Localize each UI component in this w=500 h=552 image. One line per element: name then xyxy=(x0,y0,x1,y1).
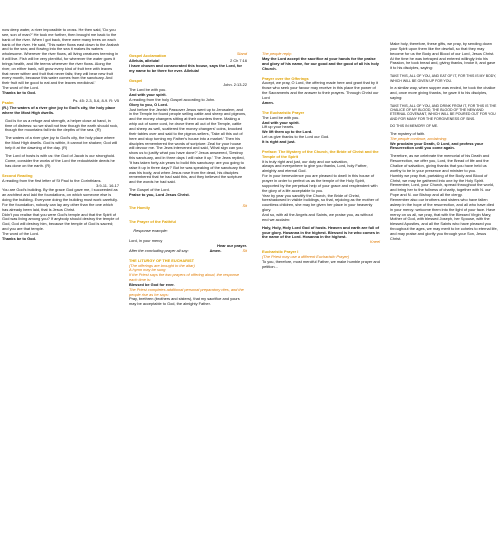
dialogue-r1: And with your spirit. xyxy=(262,119,300,125)
gospel-conclusion: The Gospel of the Lord. xyxy=(129,187,170,193)
epiclesis-text: Make holy, therefore, these gifts, we pray, by sending down your Spirit upon them like the dewfall, so that they may become for us the Body and Blood of our Lord, Jesus Christ. At the time he was betrayed and entered willingly into his Passion, he took bread and, giving thanks, broke it, and gave it to his disciples, saying: xyxy=(390,41,496,71)
psalm-verse: The Lord of hosts is with us: the God of Jacob is our stronghold. Come, consider the works of the Lord the redoubtable deeds he has done on the earth. (R) xyxy=(5,153,117,168)
homily-heading: The Homily xyxy=(129,205,150,211)
gospel-greeting-response: And with your spirit. xyxy=(129,92,167,98)
psalm-heading: Psalm xyxy=(2,100,14,105)
gospel-reference: John. 2:13-22 xyxy=(223,82,247,88)
offering-prayers-rubric: If the Priest says the two prayers of offering aloud, the response each time is: xyxy=(129,272,241,283)
preface-text: It is truly right and just, our duty and our salvation, always and everywhere to give you thanks, Lord, holy Father, almighty and eternal God. For in your benevolence you are pleased to dwell in this house of prayer in order to perfect us as the temple of the Holy Spirit, supported by the perpetual help of your grace and resplendent with the glory of a life acceptable to you. Year by year you sanctify the Church, the Bride of Christ, foreshadowed in visible buildings, so that, rejoicing as the mother of countless children, she may be given her place in your heavenly glory. And so, with all the Angels and Saints, we praise you, as without end we acclaim: xyxy=(262,158,379,222)
anamnesis-text: Therefore, as we celebrate the memorial of his Death and Resurrection, we offer you, Lord, the Bread of life and the Chalice of salvation, giving thanks that you have held us worthy to be in your presence and minister to you. Humbly we pray that, partaking of the Body and Blood of Christ, we may be gathered into one by the Holy Spirit. Remember, Lord, your Church, spread throughout the world, and bring her to the fullness of charity, together with N. our Pope and N. our Bishop and all the clergy. Remember also our brothers and sisters who have fallen asleep in the hope of the resurrection, and all who have died in your mercy: welcome them into the light of your face. Have mercy on us all, we pray, that with the Blessed Virgin Mary, Mother of God, with blessed Joseph, her Spouse, with the blessed Apostles, and all the Saints who have pleased you throughout the ages, we may merit to be coheirs to eternal life, and may praise and glorify you through your Son, Jesus Christ. xyxy=(390,153,498,241)
homily-header xyxy=(129,204,247,211)
memorial-acclamation: We proclaim your Death, O Lord, and profess your Resurrection until you come again. xyxy=(390,140,485,151)
sit-rubric-2: Sit xyxy=(242,247,247,253)
column-3 xyxy=(262,52,380,552)
eucharistic-prayer-rubric: (The Priest may use a different Eucharistic Prayer) xyxy=(262,254,350,260)
consecration-bread: TAKE THIS, ALL OF YOU, AND EAT OF IT, FOR THIS IS MY BODY, WHICH WILL BE GIVEN UP FOR YOU. xyxy=(390,74,498,83)
gospel-intro: A reading from the holy Gospel according to John. xyxy=(129,96,216,102)
second-reading-response: Thanks be to God. xyxy=(2,235,36,241)
gospel-intro-response: Glory to you, O Lord. xyxy=(129,101,168,107)
second-reading-conclusion: The word of the Lord. xyxy=(2,231,39,236)
eucharist-heading: THE LITURGY OF THE EUCHARIST xyxy=(129,257,194,263)
gospel-greeting: The Lord be with you. xyxy=(129,87,167,93)
psalm-verse: God is for us a refuge and strength, a helper close at hand, in time of distress: so we shall not fear though the earth should rock, though the mountains fall into the depths of the sea. (R) xyxy=(5,117,120,133)
response-example-label: Response example: xyxy=(133,228,168,234)
dialogue-v3: Let us give thanks to the Lord our God. xyxy=(262,134,330,140)
prayer-petition: Lord, in your mercy xyxy=(129,237,163,243)
offerings-amen: Amen. xyxy=(262,99,274,105)
gospel-text: Just before the Jewish Passover Jesus went up to Jerusalem, and in the Temple he found people selling cattle and sheep and pigeons, and the money changers sitting at their counters there. Making a whip out of some cord, he drove them all out of the Temple, cattle and sheep as well, scattered the money changers' coins, knocked their tables over and said to the pigeon-sellers, 'Take all this out of here and stop turning my Father's house into a market.' Then his disciples remembered the words of scripture: Zeal for your house will devour me. The Jews intervened and said, 'What sign can you show us to justify what you have done?' Jesus answered, 'Destroy this sanctuary, and in three days I will raise it up.' The Jews replied, 'It has taken forty-six years to build this sanctuary: are you going to raise it up in three days?' But he was speaking of the sanctuary that was his body, and when Jesus rose from the dead, his disciples remembered that he had said this, and they believed the scripture and the words he had said. xyxy=(129,106,248,185)
people-reply: May the Lord accept the sacrifice at your hands for the praise and glory of his name, for our good and the good of all his holy Church. xyxy=(262,55,381,71)
acclamation-rubric: The people continue, acclaiming: xyxy=(390,135,447,141)
psalm-reference: Ps. 45: 2-3, 5-6, 8-9. R: V5 xyxy=(72,98,119,103)
pray-brethren: Pray, brethren (brothers and sisters), that my sacrifice and yours may be acceptable to God, the almighty Father. xyxy=(129,296,241,307)
gospel-response: Praise to you, Lord Jesus Christ. xyxy=(129,192,190,198)
preface-heading: Preface: The Mystery of the Church, the Bride of Christ and the Temple of the Spirit xyxy=(262,148,380,159)
kneel-rubric: Kneel xyxy=(370,239,380,245)
alleluia: Alleluia, alleluia! xyxy=(129,57,160,63)
consecration-chalice: TAKE THIS, ALL OF YOU, AND DRINK FROM IT, FOR THIS IS THE CHALICE OF MY BLOOD, THE BLOOD OF THE NEW AND ETERNAL COVENANT, WHICH WILL BE POURED OUT FOR YOU AND FOR MANY FOR THE FORGIVENESS OF SINS. xyxy=(390,103,498,121)
offering-response: Blessed be God for ever. xyxy=(129,281,175,287)
reading-response: Thanks be to God. xyxy=(2,89,36,95)
stand-rubric: Stand xyxy=(236,51,247,56)
offerings-rubric: (The offerings are brought to the altar) xyxy=(129,262,195,268)
column-1 xyxy=(2,28,119,528)
acclamation-text: I have chosen and consecrated this house, says the Lord, for my name to be there for ever. Alleluia! xyxy=(129,62,244,73)
prayer-faithful-heading: The Prayer of the Faithful xyxy=(129,218,176,224)
second-reading-text: You are God's building. By the grace God gave me, I succeeded as an architect and laid the foundations, on which someone else is doing the building. Everyone doing the building must work carefully. For the foundation, nobody can lay any other than the one which has already been laid, that is Jesus Christ. Didn't you realise that you were God's temple and that the Spirit of God was living among you? If anybody should destroy the temple of God, God will destroy him, because the temple of God is sacred; and you are that temple. xyxy=(2,187,119,232)
column-2 xyxy=(129,52,247,552)
acclamation-heading: Gospel Acclamation xyxy=(129,53,167,58)
hymn-rubric: A hymn may be sung xyxy=(129,267,166,273)
sanctus: Holy, Holy, Holy Lord God of hosts. Heaven and earth are full of your glory. Hosanna in the highest. Blessed is he who comes in the name of the Lord. Hosanna in the highest. xyxy=(262,224,381,240)
first-reading-text: now deep water, a river impossible to cross. He then said, 'Do you see, son of man?' He took me further, then brought me back to the bank of the river. When I got back, there were many trees on each bank of the river. He said, 'This water flows east down to the Arabah and to the sea; and flowing into the sea it makes its waters wholesome. Wherever the river flows, all living creatures teeming in it will live. Fish will be very plentiful, for wherever the water goes it brings health, and life teems wherever the river flows. Along the river, on either bank, will grow every kind of fruit tree with leaves that never wither and fruit that never fails; they will bear new fruit every month, because this water comes from the sanctuary. And their fruit will be good to eat and the leaves medicinal.' xyxy=(2,27,120,86)
eucharistic-prayer-1-text: To you, therefore, most merciful Father, we make humble prayer and petition... xyxy=(262,259,381,269)
gospel-heading: Gospel xyxy=(129,77,143,83)
second-reading-reference: 3:9-11. 16-17 xyxy=(96,182,119,188)
amen: Amen. xyxy=(209,247,222,253)
dialogue-r2: We lift them up to the Lord. xyxy=(262,129,313,135)
eucharistic-prayer-heading: The Eucharistic Prayer xyxy=(262,109,305,115)
dialogue-v2: Lift up your hearts. xyxy=(262,124,295,130)
second-reading-intro: A reading from the first letter of St Paul to the Corinthians. xyxy=(2,177,102,183)
people-reply-rubric: The people reply: xyxy=(262,51,293,56)
acclamation-reference: 2 Ch 7:16 xyxy=(230,57,247,63)
eucharistic-prayer-1-heading: Eucharistic Prayer I xyxy=(262,249,299,255)
do-this: DO THIS IN MEMORY OF ME. xyxy=(390,124,439,129)
preparatory-rubric: The Priest completes additional personal preparatory rites, and the people rise as he says: xyxy=(129,286,245,297)
reading-conclusion: The word of the Lord. xyxy=(2,85,39,91)
prayer-petition-response: Hear our prayer. xyxy=(217,242,247,248)
offerings-prayer-text: Accept, we pray, O Lord, the offering made here and grant that by it those who seek your favour may receive in this place the power of the Sacraments and the answer to their prayers. Through Christ our Lord xyxy=(262,80,380,100)
dialogue-r3: It is right and just. xyxy=(262,138,296,144)
chalice-intro: In a similar way, when supper was ended, he took the chalice and, once more giving thanks, he gave it to his disciples, saying: xyxy=(390,85,497,100)
column-4 xyxy=(390,42,498,542)
second-reading-heading: Second Reading xyxy=(2,172,33,178)
sit-rubric: Sit xyxy=(242,203,247,209)
offerings-prayer-heading: Prayer over the Offerings xyxy=(262,75,309,81)
mystery-of-faith: The mystery of faith. xyxy=(390,130,426,136)
psalm-response: (R.) The waters of a river give joy to God's city, the holy place where the Most High dwells. xyxy=(2,104,117,115)
concluding-prayer-label: After the concluding prayer all say: xyxy=(129,247,189,253)
dialogue-v1: The Lord be with you. xyxy=(262,114,300,120)
psalm-verse: The waters of a river give joy to God's city, the holy place where the Most High dwells. God is within, it cannot be shaken; God will help it at the dawning of the day. (R) xyxy=(5,135,119,151)
prayer-response-example xyxy=(129,224,247,239)
